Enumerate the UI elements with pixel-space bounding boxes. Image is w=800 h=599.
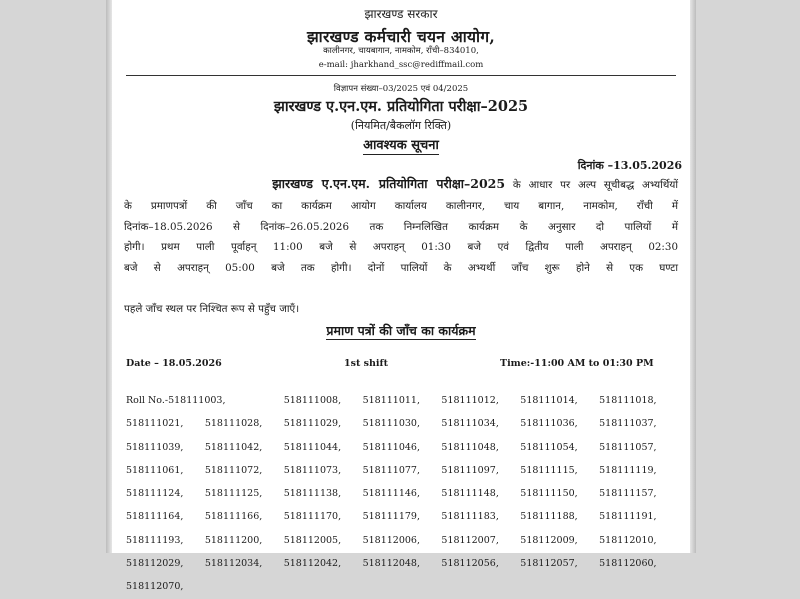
body-line: बजे से अपराहन् 05:00 बजे तक होगी। दोनों पालियों के अभ्यर्थी जाँच शुरू होने से एक घण्टा [124, 262, 678, 275]
roll-number: 518111124, [126, 488, 184, 500]
roll-number: 518111115, [520, 464, 578, 476]
roll-number: 518111164, [126, 511, 184, 523]
roll-number: 518111200, [204, 534, 263, 546]
roll-number: 518111146, [362, 488, 420, 500]
roll-number: 518112009, [520, 534, 578, 546]
roll-number: 518111138, [283, 488, 342, 500]
roll-prefix: Roll No.-518111003, [126, 395, 226, 406]
roll-number: 518111012, [441, 395, 499, 406]
advt-number: विज्ञापन संख्या–03/2025 एवं 04/2025 [333, 84, 469, 94]
roll-number: 518111191, [599, 511, 657, 523]
roll-number: 518111014, [520, 395, 578, 406]
roll-number: 518111046, [362, 441, 420, 453]
roll-number: 518112007, [441, 534, 499, 546]
roll-number: 518111166, [204, 511, 263, 523]
roll-number: 518111193, [126, 534, 184, 546]
roll-number: 518111150, [520, 488, 578, 500]
roll-number: 518112056, [441, 558, 499, 570]
schedule-shift: 1st shift [344, 358, 388, 369]
document-page [112, 0, 690, 593]
roll-number: 518111054, [520, 441, 578, 453]
notice-body [124, 174, 678, 279]
roll-number: 518111042, [204, 441, 263, 453]
roll-number: 518111097, [441, 464, 499, 476]
govt-name: झारखण्ड सरकार [364, 7, 438, 21]
roll-number: 518111034, [441, 418, 499, 430]
roll-number: 518112034, [204, 558, 263, 570]
body-line: होगी। प्रथम पाली पूर्वाहन् 11:00 बजे से अपराहन् 01:30 बजे एवं द्वितीय पाली अपराहन् 02:30 [124, 241, 678, 254]
roll-number: 518112057, [520, 558, 578, 570]
org-name: झारखण्ड कर्मचारी चयन आयोग, [306, 27, 496, 46]
roll-number: 518111183, [441, 511, 499, 523]
notice-heading-text: आवश्यक सूचना [363, 138, 439, 153]
roll-number: 518111036, [520, 418, 578, 430]
org-address: कालीनगर, चायबागान, नामकोम, राँची–834010, [323, 46, 479, 56]
roll-number: 518111039, [126, 441, 184, 453]
roll-number: 518111057, [599, 441, 657, 453]
roll-number: 518111029, [283, 418, 342, 430]
vacancy-category: (नियमित/बैकलॉग रिक्ति) [350, 119, 452, 132]
body-last-line: पहले जाँच स्थल पर निश्चित रूप से पहुँच जाएँ। [124, 303, 300, 315]
roll-number: 518112005, [283, 534, 342, 546]
body-line: के प्रमाणपत्रों की जाँच का कार्यक्रम आयोग कार्यालय कालीनगर, चाय बागान, नामकोम, राँची में [124, 199, 678, 212]
roll-number: 518111073, [283, 464, 342, 476]
roll-number: 518111148, [441, 488, 499, 500]
roll-number: 518111170, [283, 511, 342, 523]
roll-number: 518111125, [204, 488, 263, 500]
body-line: दिनांक–18.05.2026 से दिनांक–26.05.2026 तक निम्नलिखित कार्यक्रम के अनुसार दो पालियों में [124, 220, 678, 233]
exam-name-bold: झारखण्ड ए.एन.एम. प्रतियोगिता परीक्षा–2025 [272, 176, 506, 191]
exam-title: झारखण्ड ए.एन.एम. प्रतियोगिता परीक्षा–2025 [273, 98, 529, 115]
roll-number: 518111072, [204, 464, 263, 476]
roll-number: 518111044, [283, 441, 342, 453]
roll-number: 518111028, [204, 418, 263, 430]
roll-number: 518111008, [283, 395, 342, 406]
roll-number: 518112010, [599, 534, 657, 546]
roll-number: 518111157, [599, 488, 657, 500]
roll-number: 518112070, [126, 581, 184, 593]
body-line-1 [124, 174, 678, 196]
roll-number: 518111119, [599, 464, 657, 476]
page-shadow-right [690, 0, 696, 553]
roll-number: 518111011, [362, 395, 420, 406]
roll-number: 518111179, [362, 511, 420, 523]
org-email: e-mail: jharkhand_ssc@rediffmail.com [318, 60, 484, 70]
body-line-1-rest: के आधार पर अल्प सूचीबद्ध अभ्यर्थियों [505, 179, 678, 191]
roll-number: 518112029, [126, 558, 184, 570]
roll-number: 518111077, [362, 464, 420, 476]
schedule-date: Date – 18.05.2026 [126, 358, 222, 369]
roll-number: 518111030, [362, 418, 420, 430]
schedule-heading [112, 322, 690, 339]
roll-number: 518112048, [362, 558, 420, 570]
schedule-time: Time:-11:00 AM to 01:30 PM [500, 358, 654, 369]
roll-number: 518111037, [599, 418, 657, 430]
roll-number: 518112042, [283, 558, 342, 570]
roll-number: 518111048, [441, 441, 499, 453]
notice-heading [112, 135, 690, 153]
roll-number: 518111188, [520, 511, 578, 523]
roll-number: 518111018, [599, 395, 657, 406]
schedule-heading-text: प्रमाण पत्रों की जाँच का कार्यक्रम [326, 323, 476, 338]
roll-number: 518111021, [126, 418, 184, 430]
roll-number: 518112060, [599, 558, 657, 570]
header-divider [126, 75, 676, 76]
roll-number: 518111061, [126, 464, 184, 476]
notice-date: दिनांक –13.05.2026 [577, 159, 682, 172]
roll-number-list [126, 389, 678, 599]
roll-number: 518112006, [362, 534, 420, 546]
